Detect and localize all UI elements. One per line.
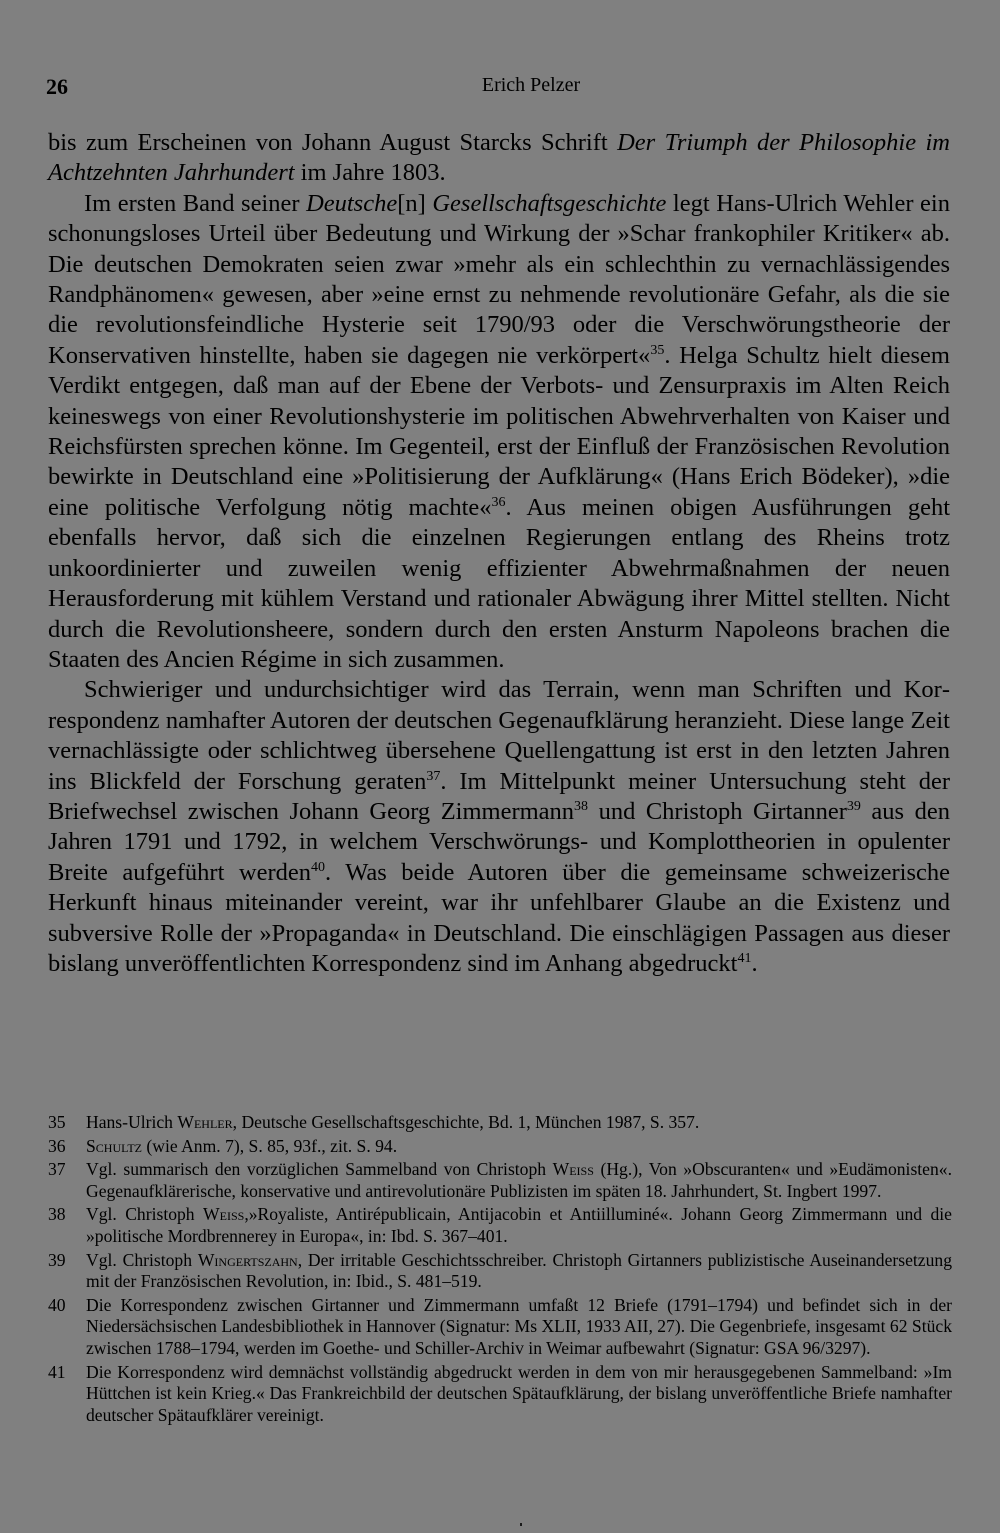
p1-text-a: bis zum Erscheinen von Johann August Starcks Schrift bbox=[48, 129, 618, 156]
p3-text-e: . Was beide Autoren über die gemeinsame schweizerische Herkunft hinaus miteinander vereint, war ihr unfehlbarer Glaube an die Existenz und subversive Rolle der »Propaganda« in Deutschland. Die einschlägigen Passagen aus dieser bislang unveröffentlichten Korrespondenz sind im Anhang abgedruckt bbox=[48, 858, 951, 977]
p3-text-f: . bbox=[751, 949, 758, 977]
footnote-text bbox=[86, 1250, 952, 1293]
p3-text-a: Schwieriger und undurchsichtiger wird das Terrain, wenn man Schriften und Korrespondenz namhafter Autoren der deutschen Gegenaufklärung heranzieht. Diese lange Zeit vernachlässigte oder schlichtweg übersehene Quellengattung ist erst in den letzten Jahren ins Blickfeld der Forschung geraten bbox=[48, 676, 950, 795]
footnote-text bbox=[86, 1159, 952, 1202]
footnote-text bbox=[86, 1112, 952, 1134]
p3-text-c: und Christoph Girtanner bbox=[588, 797, 847, 825]
p1-italic-title: Der Triumph der Philosophie im Achtzehnten Jahrhundert bbox=[48, 129, 950, 187]
footnote-number: 40 bbox=[48, 1294, 66, 1315]
p3-text-d: aus den Jahren 1791 und 1792, in welchem Verschwörungs- und Komplottheorien in opulenter Breite aufgeführt werden bbox=[48, 797, 950, 886]
fn39-a: Vgl. Christoph bbox=[86, 1249, 198, 1270]
footnote-ref-39: 39 bbox=[846, 798, 861, 814]
fn38-author: Weiss bbox=[203, 1204, 245, 1225]
footnote-ref-36: 36 bbox=[491, 494, 506, 510]
footnote-number: 37 bbox=[48, 1159, 66, 1180]
fn35-b: , Deutsche Gesellschaftsgeschichte, Bd. 1, München 1987, S. 357. bbox=[232, 1112, 700, 1132]
fn35-a: Hans-Ulrich bbox=[86, 1112, 178, 1132]
footnote-number: 38 bbox=[48, 1204, 66, 1225]
footnote-text: Die Korrespondenz zwischen Girtanner und Zimmermann umfaßt 12 Briefe (1791–1794) und befindet sich in der Niedersächsischen Landesbibliothek in Hannover (Signatur: Ms XLII, 1933 AII, 27). Die Gegenbriefe, insgesamt 62 Stück zwischen 1788–1794, werden im Goethe- und Schiller-Archiv in Weimar aufbewahrt (Signatur: GSA 96/3297). bbox=[86, 1294, 952, 1358]
running-head bbox=[46, 74, 952, 104]
fn36-author: Schultz bbox=[86, 1135, 143, 1156]
footnote-ref-40: 40 bbox=[311, 859, 326, 875]
p2-text-e: legt Hans-Ulrich Wehler ein schonungsloses Urteil über Bedeutung und Wirkung der »Schar frankophiler Kritiker« ab. Die deutschen Demokraten seien zwar »mehr als ein schlechthin zu vernachlässigendes Randphänomen« gewesen, aber »eine ernst zu nehmende revolutionäre Gefahr, als die sie die revolutionsfeindliche Hysterie seit 1790/93 oder die Verschwörungstheorie der Konservativen hinstellte, haben sie dagegen nie verkörpert« bbox=[48, 189, 950, 369]
footnote-text bbox=[86, 1136, 952, 1158]
footnote-40 bbox=[48, 1295, 952, 1360]
footnote-ref-38: 38 bbox=[574, 798, 589, 814]
paragraph-1 bbox=[48, 128, 950, 189]
fn38-a: Vgl. Christoph bbox=[86, 1204, 204, 1225]
footnote-text bbox=[86, 1204, 952, 1247]
footnote-number: 41 bbox=[48, 1361, 66, 1382]
fn39-author: Wingertszahn bbox=[197, 1249, 298, 1270]
footnote-number: 39 bbox=[48, 1249, 66, 1270]
footnote-ref-41: 41 bbox=[737, 950, 752, 966]
fn36-a: (wie Anm. 7), S. 85, 93f., zit. S. 94. bbox=[142, 1135, 398, 1156]
page-number: 26 bbox=[46, 74, 68, 99]
p2-text-g: . Aus meinen obigen Ausführungen geht ebenfalls hervor, daß sich die einzelnen Regierungen entlang des Rheins trotz unkoordinierter und zuweilen wenig effizienter Abwehrmaßnahmen der neuen Herausforderung mit kühlem Verstand und rationaler Abwägung ihrer Mittel stellten. Nicht durch die Revolutionsheere, sondern durch den ersten Ansturm Napoleons brachen die Staaten des Ancien Régime in sich zusammen. bbox=[48, 493, 951, 673]
scan-mark bbox=[520, 1523, 522, 1526]
fn37-a: Vgl. summarisch den vorzüglichen Sammelband von Christoph bbox=[86, 1159, 553, 1180]
paragraph-2 bbox=[48, 189, 950, 676]
p2-italic-gesellschaftsgeschichte: Gesellschaftsgeschichte bbox=[432, 189, 667, 217]
footnote-38 bbox=[48, 1204, 952, 1247]
p3-text-b: . Im Mittelpunkt meiner Untersuchung steht der Briefwechsel zwischen Johann Georg Zimmermann bbox=[48, 767, 950, 825]
paragraph-3 bbox=[48, 675, 950, 979]
p2-text-f: . Helga Schultz hielt diesem Verdikt entgegen, daß man auf der Ebene der Verbots- und Zensurpraxis im Alten Reich keineswegs von einer Revolutionshysterie im politischen Abwehrverhalten von Kaiser und Reichsfürsten sprechen könne. Im Gegenteil, erst der Einfluß der Französischen Revolution bewirkte in Deutschland eine »Politisierung der Aufklärung« (Hans Erich Bödeker), »die eine politische Verfolgung nötig machte« bbox=[48, 341, 950, 521]
footnote-number: 36 bbox=[48, 1135, 66, 1156]
footnote-39 bbox=[48, 1250, 952, 1293]
footnote-ref-35: 35 bbox=[650, 342, 665, 358]
footnote-41 bbox=[48, 1362, 952, 1427]
p1-text-c: im Jahre 1803. bbox=[294, 159, 446, 187]
footnote-text: Die Korrespondenz wird demnächst vollständig abgedruckt werden in dem von mir herausgegebenen Sammelband: »Im Hüttchen ist kein Krieg.« Das Frankreichbild der deutschen Spätaufklärung, der bislang unveröffentliche Briefe namhafter deutscher Spätaufklärer vereinigt. bbox=[86, 1361, 952, 1425]
fn35-author: Wehler bbox=[177, 1112, 233, 1132]
fn38-b: ,»Royaliste, Antirépublicain, Antijacobin et Antiilluminé«. Johann Georg Zimmermann und die »politische Mordbrennerey in Europa«, in: Ibd. S. 367–401. bbox=[86, 1204, 952, 1246]
footnote-37 bbox=[48, 1159, 952, 1202]
footnote-35 bbox=[48, 1112, 952, 1134]
fn37-author: Weiss bbox=[552, 1159, 594, 1180]
footnote-36 bbox=[48, 1136, 952, 1158]
footnotes bbox=[48, 1112, 952, 1428]
running-title: Erich Pelzer bbox=[481, 74, 581, 96]
body-text bbox=[48, 128, 950, 979]
footnote-number: 35 bbox=[48, 1112, 66, 1132]
fn39-b: , Der irritable Geschichtsschreiber. Christoph Girtanners publizistische Auseinandersetzung mit der Französischen Revolution, in: Ibid., S. 481–519. bbox=[86, 1249, 952, 1292]
p2-text-c: [n] bbox=[397, 189, 433, 217]
p2-text-a: Im ersten Band seiner bbox=[84, 189, 307, 217]
footnote-ref-37: 37 bbox=[426, 768, 441, 784]
p2-italic-deutsche: Deutsche bbox=[306, 189, 398, 217]
fn37-b: (Hg.), Von »Obscuranten« und »Eudämonisten«. Gegenaufklärerische, konservative und antirevolutionäre Publizisten im späten 18. Jahrhundert, St. Ingbert 1997. bbox=[86, 1159, 952, 1201]
